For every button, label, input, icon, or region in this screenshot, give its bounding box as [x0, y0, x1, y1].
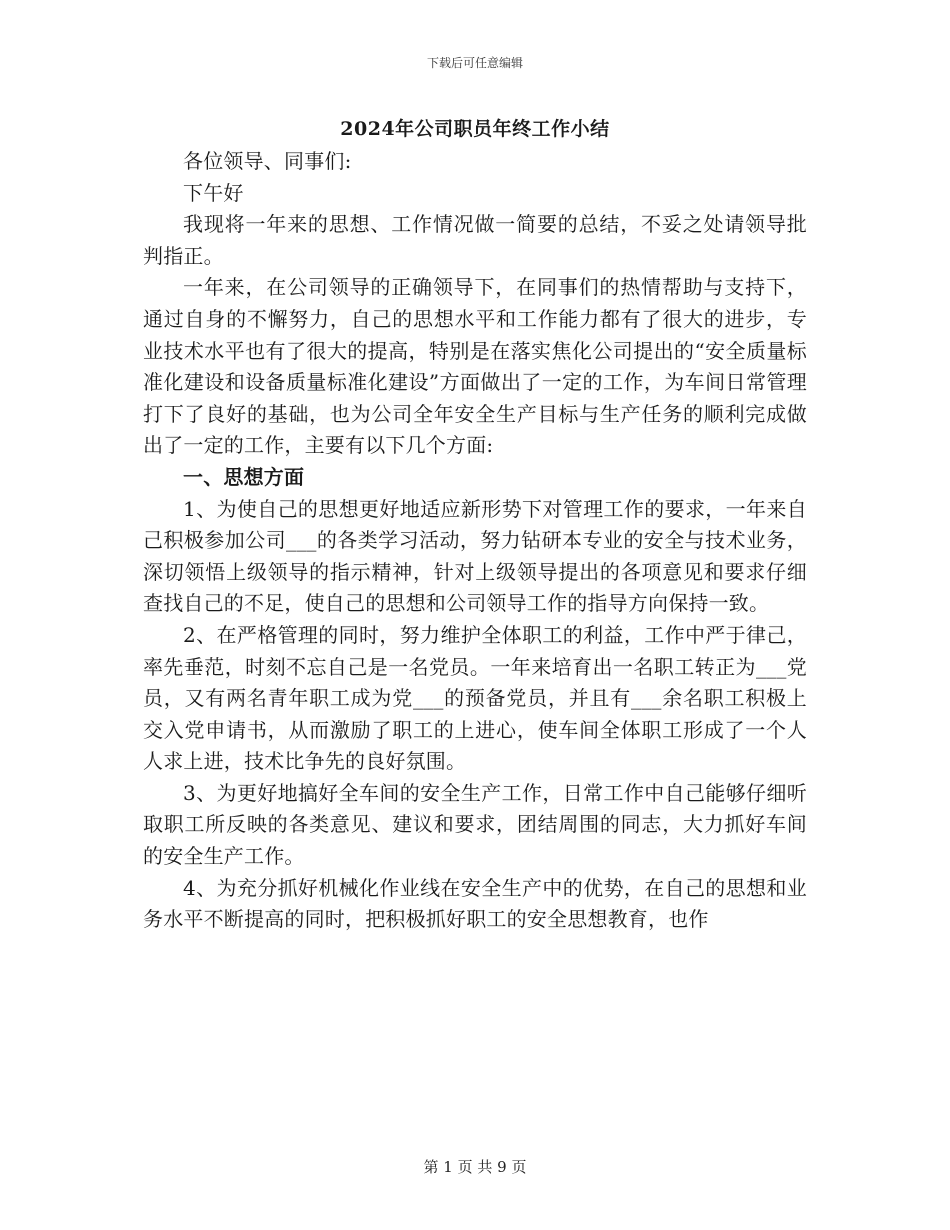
header-note: 下载后可任意编辑	[426, 56, 523, 70]
item-paragraph-4: 4、为充分抓好机械化作业线在安全生产中的优势，在自己的思想和业务水平不断提高的同时，把积极抓好职工的安全思想教育，也作	[143, 875, 807, 932]
greeting-paragraph: 各位领导、同事们:	[183, 149, 352, 173]
document-body	[143, 146, 807, 936]
overview-paragraph: 一年来，在公司领导的正确领导下，在同事们的热情帮助与支持下，通过自身的不懈努力，自己的思想水平和工作能力都有了很大的进步，专业技术水平也有了很大的提高，特别是在落实焦化公司提出的“安全质量标准化建设和设备质量标准化建设”方面做出了一定的工作，为车间日常管理打下了良好的基础，也为公司全年安全生产目标与生产任务的顺利完成做出了一定的工作，主要有以下几个方面:	[143, 275, 807, 458]
salutation-paragraph: 下午好	[183, 180, 244, 205]
item-paragraph-1: 1、为使自己的思想更好地适应新形势下对管理工作的要求，一年来自己积极参加公司___的各类学习活动，努力钻研本专业的安全与技术业务，深切领悟上级领导的指示精神，针对上级领导提出的各项意见和要求仔细查找自己的不足，使自己的思想和公司领导工作的指导方向保持一致。	[143, 496, 807, 616]
intro-paragraph: 我现将一年来的思想、工作情况做一简要的总结，不妥之处请领导批判指正。	[143, 212, 807, 268]
page-number: 第 1 页 共 9 页	[423, 1158, 527, 1176]
item-paragraph-2: 2、在严格管理的同时，努力维护全体职工的利益，工作中严于律己，率先垂范，时刻不忘自己是一名党员。一年来培育出一名职工转正为___党员，又有两名青年职工成为党___的预备党员，并且有___余名职工积极上交入党申请书，从而激励了职工的上进心，使车间全体职工形成了一个人人求上进，技术比争先的良好氛围。	[143, 622, 807, 774]
document-title: 2024年公司职员年终工作小结	[340, 118, 610, 140]
item-paragraph-3: 3、为更好地搞好全车间的安全生产工作，日常工作中自己能够仔细听取职工所反映的各类意见、建议和要求，团结周围的同志，大力抓好车间的安全生产工作。	[143, 780, 807, 869]
section-heading-thought: 一、思想方面	[183, 464, 305, 489]
